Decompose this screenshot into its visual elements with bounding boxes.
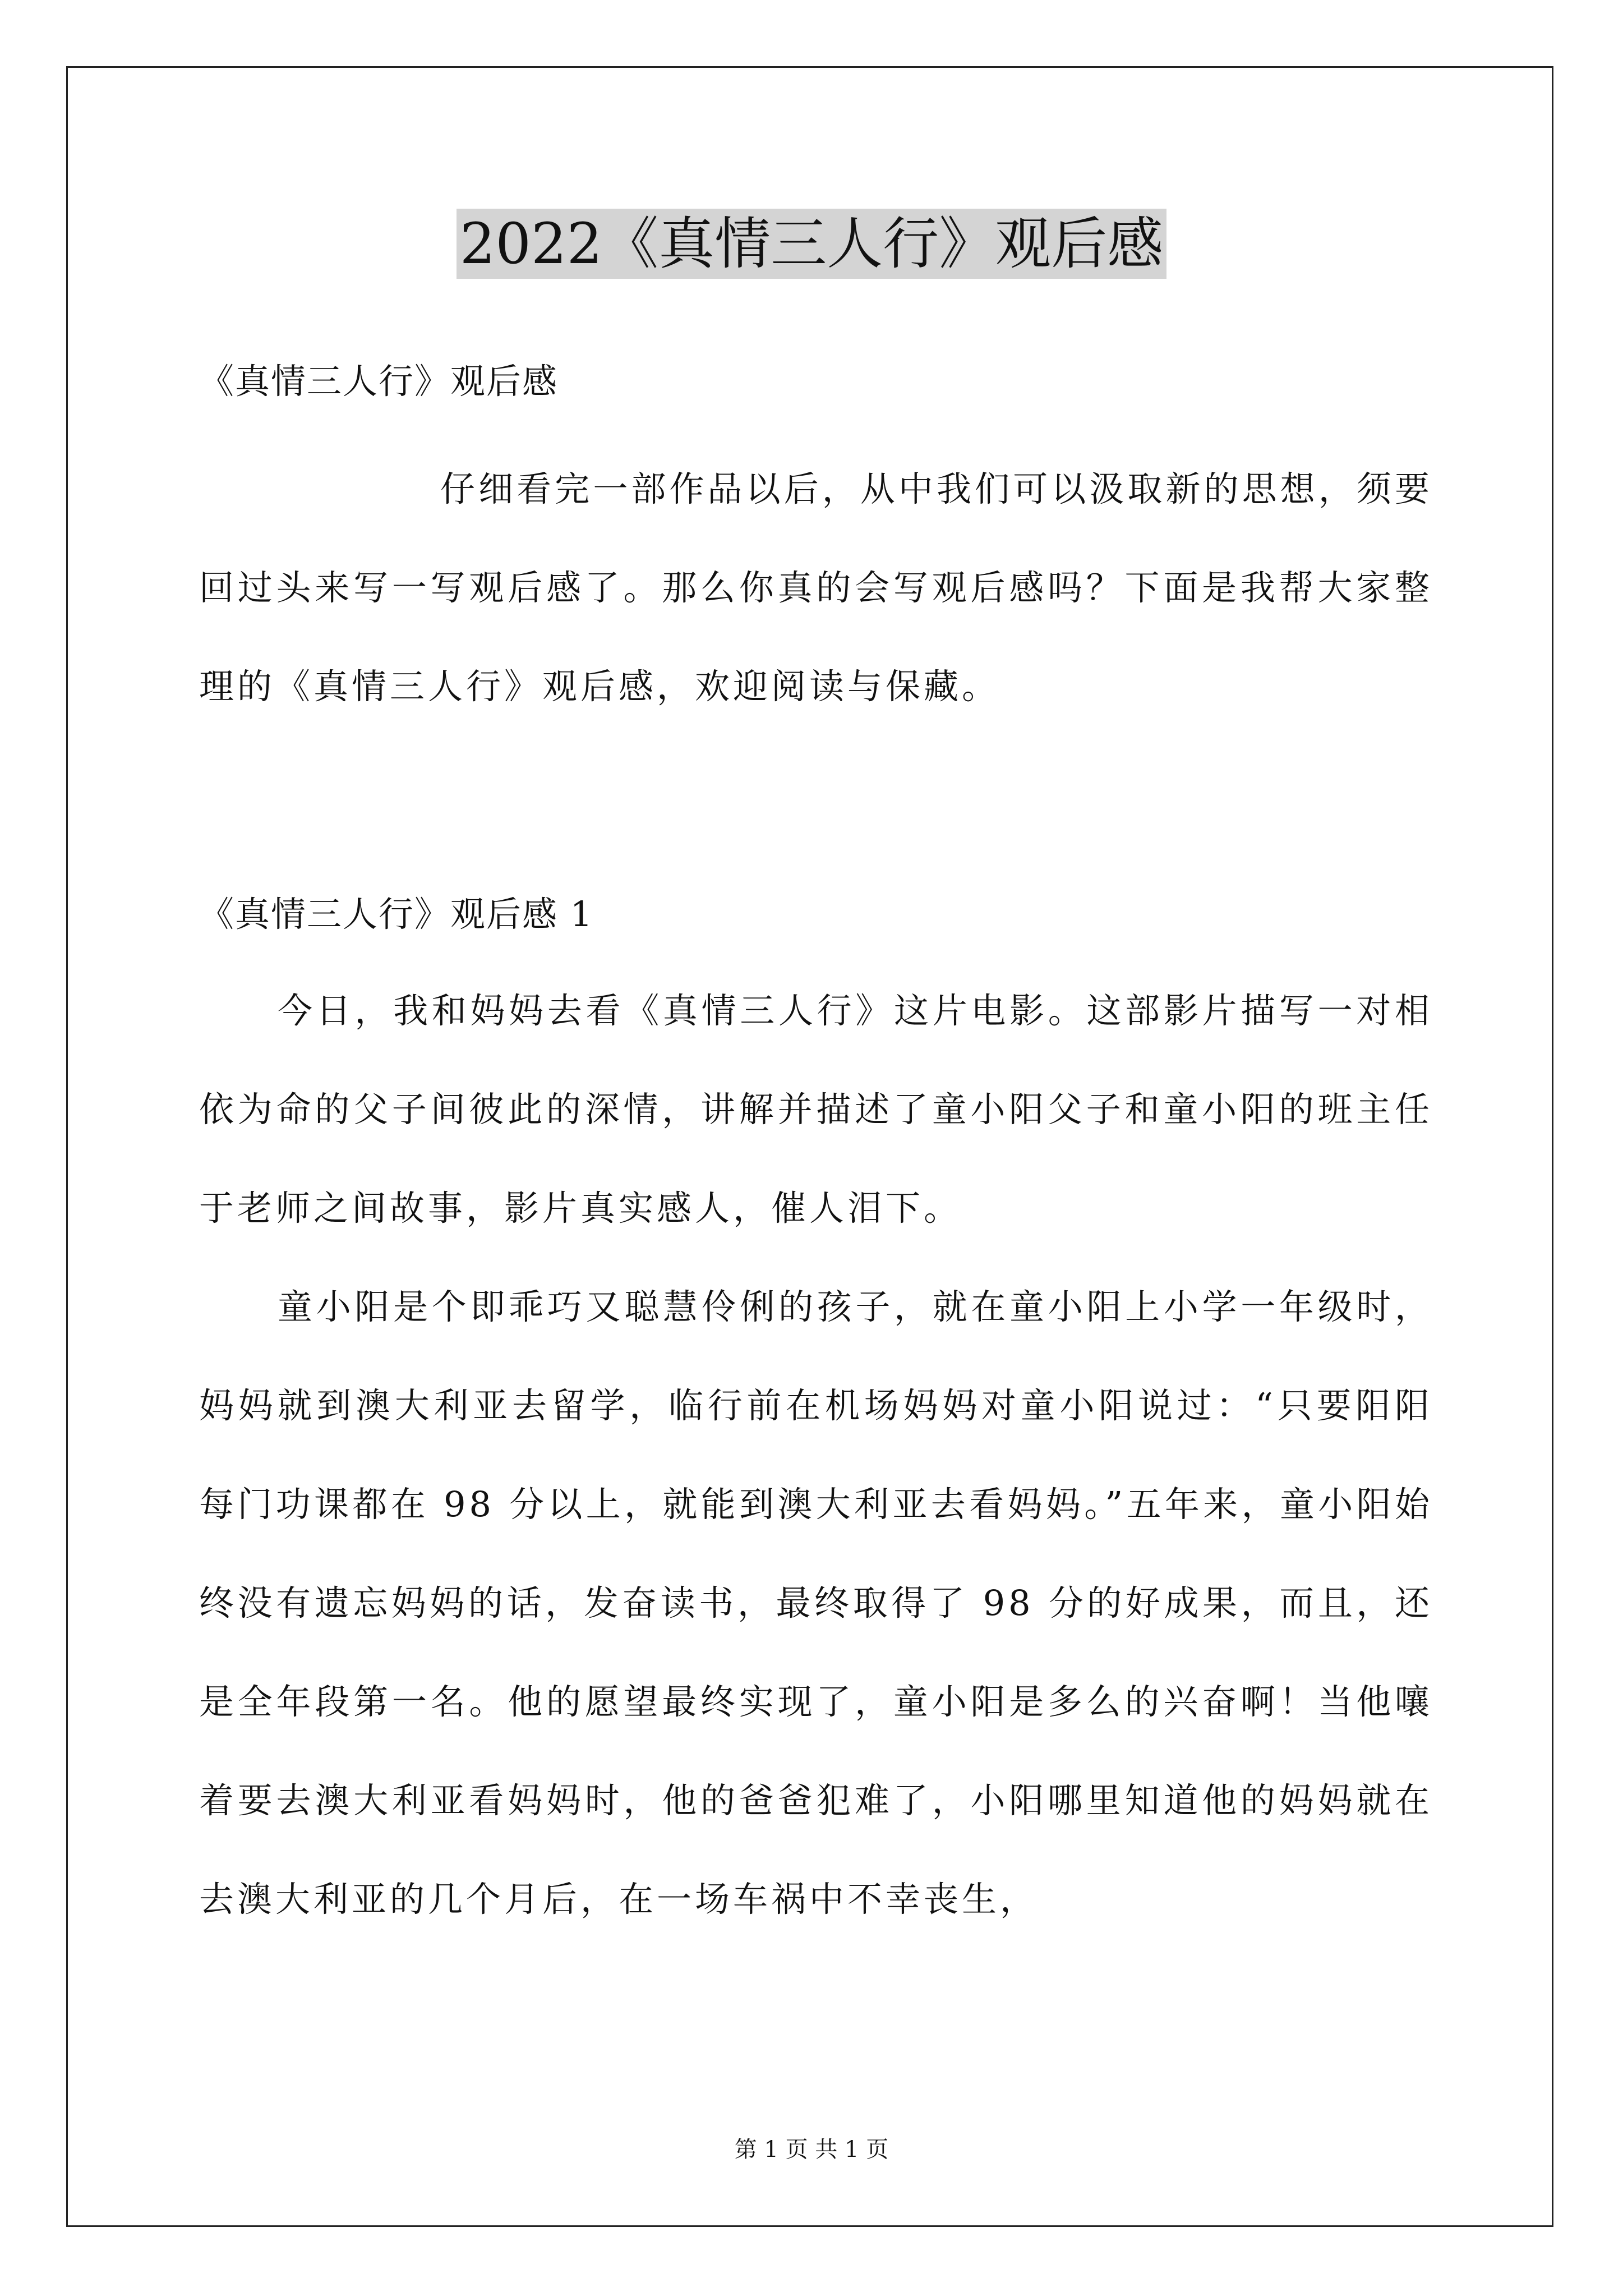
page-footer: 第 1 页 共 1 页	[734, 2137, 889, 2162]
document-title-text: 2022《真情三人行》观后感	[457, 209, 1167, 279]
document-subtitle: 《真情三人行》观后感	[199, 361, 559, 402]
body-paragraph-1: 今日，我和妈妈去看《真情三人行》这片电影。这部影片描写一对相依为命的父子间彼此的深情，讲解并描述了童小阳父子和童小阳的班主任于老师之间故事，影片真实感人，催人泪下。	[199, 990, 1433, 1228]
intro-paragraph: 仔细看完一部作品以后，从中我们可以汲取新的思想，须要回过头来写一写观后感了。那么你真的会写观后感吗？下面是我帮大家整理的《真情三人行》观后感，欢迎阅读与保藏。	[199, 468, 1433, 707]
body-paragraph-2: 童小阳是个即乖巧又聪慧伶俐的孩子，就在童小阳上小学一年级时，妈妈就到澳大利亚去留学，临行前在机场妈妈对童小阳说过：“只要阳阳每门功课都在 98 分以上，就能到澳大利亚去看妈妈。”五年来，童小阳始终没有遗忘妈妈的话，发奋读书，最终取得了 98 分的好成果，而且，还是全年段第一名。他的愿望最终实现了，童小阳是多么的兴奋啊！当他嚷着要去澳大利亚看妈妈时，他的爸爸犯难了，小阳哪里知道他的妈妈就在去澳大利亚的几个月后，在一场车祸中不幸丧生，	[199, 1286, 1433, 1920]
section-heading: 《真情三人行》观后感 1	[199, 894, 594, 935]
document-title	[0, 208, 1623, 280]
